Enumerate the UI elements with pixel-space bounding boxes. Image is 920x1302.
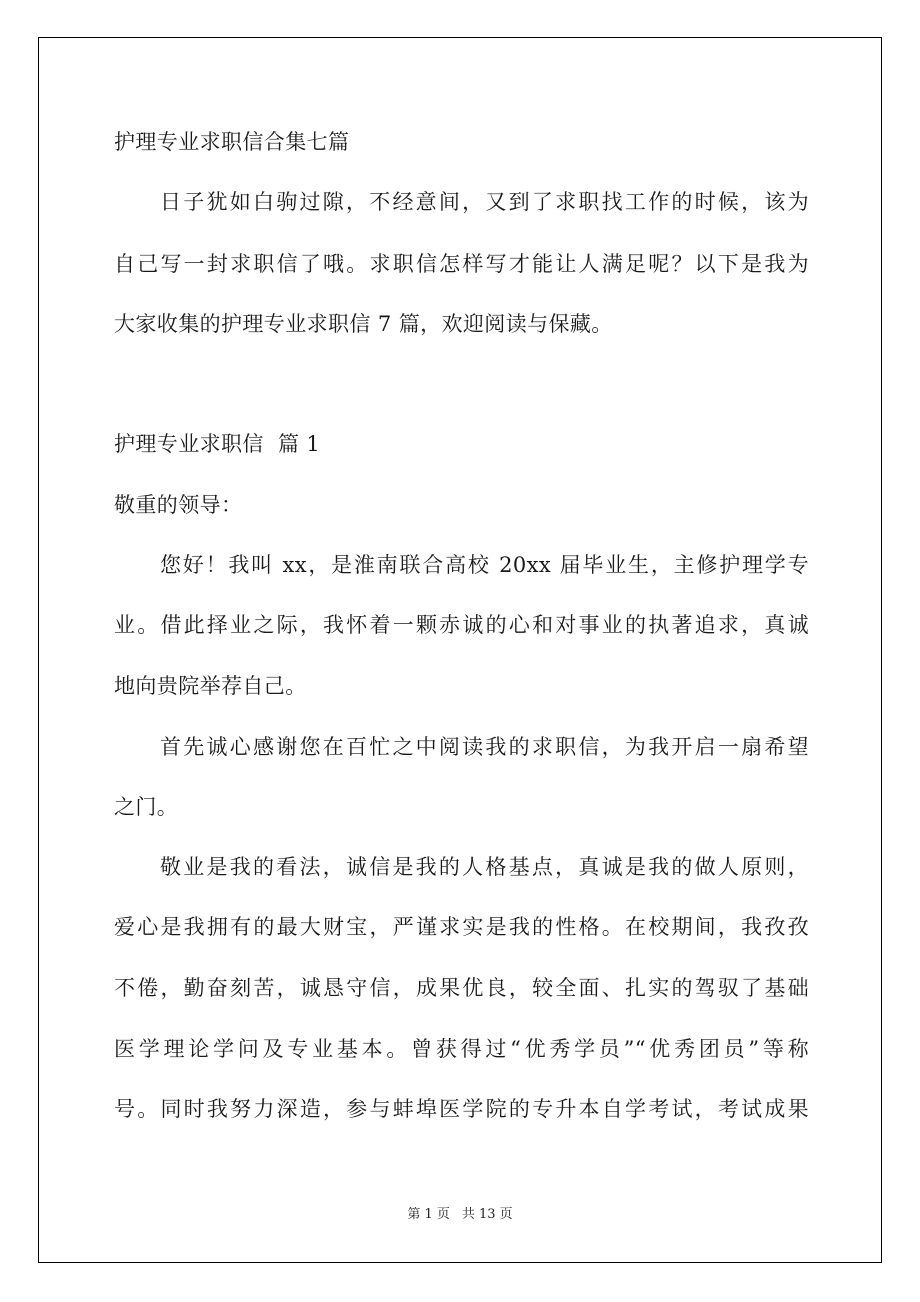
page-number-total: 共 13 页	[461, 1207, 513, 1222]
intro-line-1: 日子犹如白驹过隙，不经意间，又到了求职找工作的时候，该为	[160, 190, 809, 214]
intro-line-3: 大家收集的护理专业求职信 7 篇，欢迎阅读与保藏。	[114, 312, 613, 336]
paragraph-2-line-1: 首先诚心感谢您在百忙之中阅读我的求职信，为我开启一扇希望	[160, 735, 809, 759]
paragraph-3-line-5: 号。同时我努力深造，参与蚌埠医学院的专升本自学考试，考试成果	[114, 1097, 809, 1121]
section-heading: 护理专业求职信 篇 1	[114, 432, 321, 456]
intro-line-2: 自己写一封求职信了哦。求职信怎样写才能让人满足呢？以下是我为	[114, 252, 809, 276]
document-title: 护理专业求职信合集七篇	[114, 130, 350, 154]
page-footer	[0, 1206, 920, 1224]
page-border	[38, 37, 882, 1263]
paragraph-2-line-2: 之门。	[114, 795, 179, 819]
salutation: 敬重的领导：	[114, 493, 243, 517]
paragraph-3-line-3: 不倦，勤奋刻苦，诚恳守信，成果优良，较全面、扎实的驾驭了基础	[114, 976, 809, 1000]
paragraph-3-line-4: 医学理论学问及专业基本。曾获得过“优秀学员”“优秀团员”等称	[114, 1037, 809, 1061]
paragraph-1-line-2: 业。借此择业之际，我怀着一颗赤诚的心和对事业的执著追求，真诚	[114, 613, 809, 637]
page-number-current: 第 1 页	[407, 1207, 450, 1222]
paragraph-1-line-3: 地向贵院举荐自己。	[114, 674, 307, 698]
paragraph-3-line-2: 爱心是我拥有的最大财宝，严谨求实是我的性格。在校期间，我孜孜	[114, 915, 809, 939]
paragraph-1-line-1: 您好！我叫 xx，是淮南联合高校 20xx 届毕业生，主修护理学专	[160, 553, 809, 577]
paragraph-3-line-1: 敬业是我的看法，诚信是我的人格基点，真诚是我的做人原则，	[160, 855, 809, 879]
